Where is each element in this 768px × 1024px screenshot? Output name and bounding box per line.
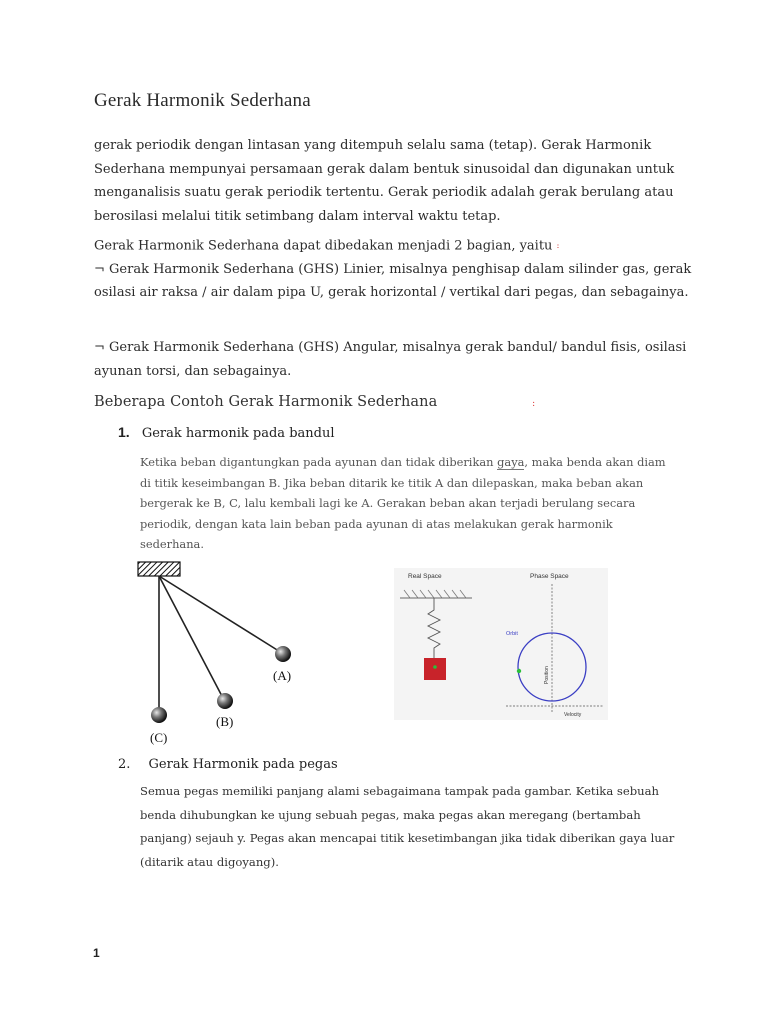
spring-phase-figure <box>394 568 608 720</box>
section-heading <box>94 394 535 410</box>
spring-mass <box>424 658 446 680</box>
list-item-pendulum <box>118 424 335 441</box>
pendulum-description <box>140 452 680 555</box>
classification-dot: : <box>556 241 560 250</box>
section-mark: : <box>532 399 536 409</box>
item-number: 1. <box>118 424 130 440</box>
page-number: 1 <box>93 946 100 960</box>
ceiling-support <box>138 562 180 576</box>
angular-paragraph <box>94 336 694 383</box>
ball-b <box>217 693 233 709</box>
list-item-spring <box>118 757 338 772</box>
position-label: Position <box>544 666 550 684</box>
orbit-label: Orbit <box>506 631 518 637</box>
label-b: (B) <box>216 714 234 729</box>
item-title: Gerak harmonik pada bandul <box>141 426 335 441</box>
pendulum-desc-part-a: Ketika beban digantungkan pada ayunan dan tidak diberikan <box>140 455 498 469</box>
item-number: 2. <box>118 757 131 772</box>
section-heading-text: Beberapa Contoh Gerak Harmonik Sederhana <box>94 394 438 410</box>
pendulum-desc-part-b: , maka benda akan diam di titik keseimbangan B. Jika beban ditarik ke titik A dan dilepaskan, maka beban akan bergerak ke B, C, lalu kembali lagi ke A. Gerakan beban akan terjadi berulang secara periodik, dengan kata lain beban pada ayunan di atas melakukan gerak harmonik sederhana. <box>140 455 666 551</box>
velocity-label: Velocity <box>564 712 582 718</box>
string-b <box>159 576 224 700</box>
pendulum-figure <box>132 558 312 748</box>
bullet-symbol: ¬ <box>94 340 105 355</box>
label-a: (A) <box>273 668 292 683</box>
bullet-symbol: ¬ <box>94 261 105 277</box>
label-c: (C) <box>150 730 168 745</box>
phase-point <box>517 669 521 673</box>
ball-a <box>275 646 291 662</box>
page-title: Gerak Harmonik Sederhana <box>94 90 311 111</box>
mass-point <box>433 665 437 669</box>
intro-paragraph: gerak periodik dengan lintasan yang ditempuh selalu sama (tetap). Gerak Harmonik Sederhana mempunyai persamaan gerak dalam bentuk sinusoidal dan digunakan untuk menganalisis suatu gerak periodik tertentu. Gerak periodik adalah gerak berulang atau berosilasi melalui titik setimbang dalam interval waktu tetap. <box>94 138 675 224</box>
string-a <box>159 576 282 653</box>
real-space-label: Real Space <box>408 573 442 580</box>
item-title: Gerak Harmonik pada pegas <box>148 757 338 772</box>
ball-c <box>151 707 167 723</box>
classification-intro: Gerak Harmonik Sederhana dapat dibedakan menjadi 2 bagian, yaitu <box>94 238 553 254</box>
spring-description: Semua pegas memiliki panjang alami sebagaimana tampak pada gambar. Ketika sebuah benda dihubungkan ke ujung sebuah pegas, maka pegas akan meregang (bertambah panjang) sejauh y. Pegas akan mencapai titik kesetimbangan jika tidak diberikan gaya luar (ditarik atau digoyang). <box>140 784 675 869</box>
underlined-word: gaya <box>497 455 525 469</box>
bullet-linear: Gerak Harmonik Sederhana (GHS) Linier, misalnya penghisap dalam silinder gas, gerak osilasi air raksa / air dalam pipa U, gerak horizontal / vertikal dari pegas, dan sebagainya. <box>94 261 692 301</box>
phase-space-label: Phase Space <box>530 573 569 580</box>
bullet-angular: Gerak Harmonik Sederhana (GHS) Angular, misalnya gerak bandul/ bandul fisis, osilasi ayunan torsi, dan sebagainya. <box>94 340 687 379</box>
classification-paragraph <box>94 234 694 305</box>
